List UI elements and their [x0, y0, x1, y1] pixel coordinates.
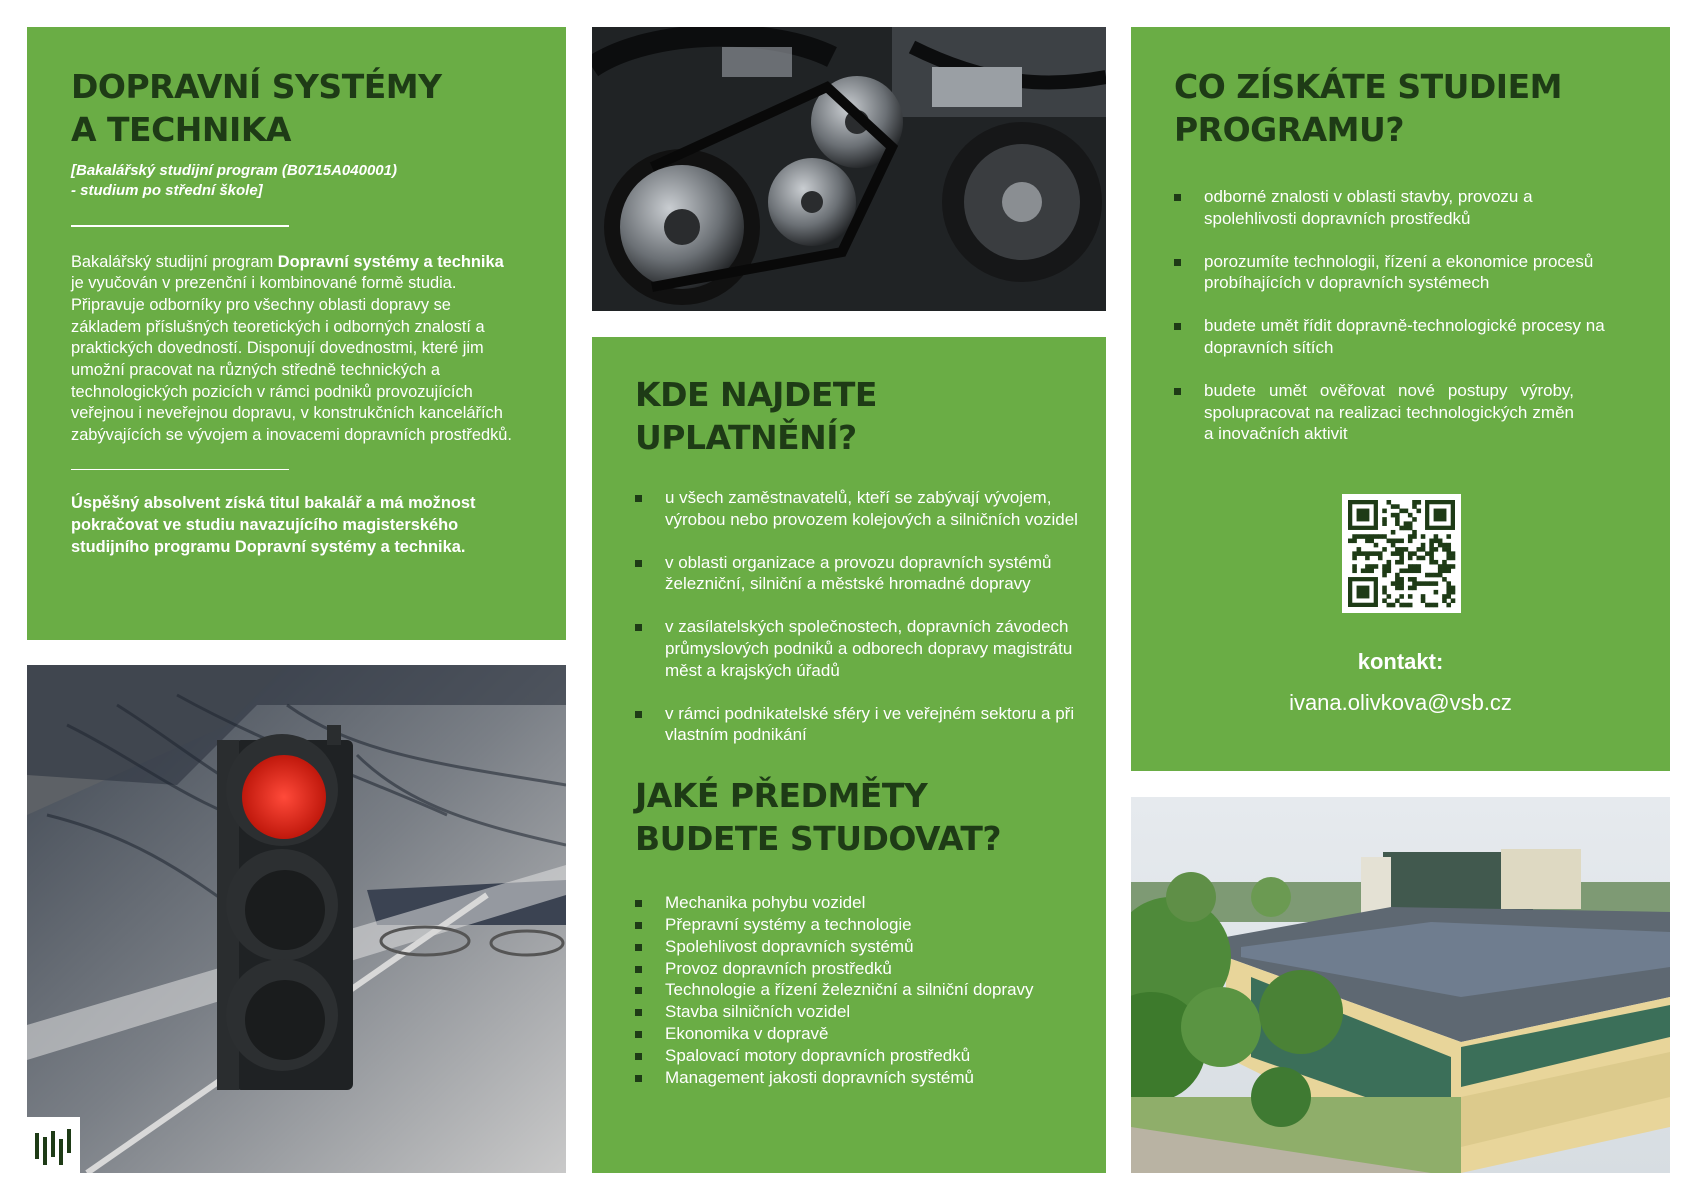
bullet-icon: [635, 495, 642, 502]
graduate-info: Úspěšný absolvent získá titul bakalář a má možnost pokračovat ve studiu navazujícího magisterského studijního programu Dopravní systémy a technika.: [71, 494, 476, 556]
bullet-icon: [1174, 388, 1181, 395]
campus-building-photo: [1131, 797, 1670, 1173]
list-item: Spolehlivost dopravních systémů: [635, 936, 1085, 958]
bullet-icon: [1174, 323, 1181, 330]
list-item: Technologie a řízení železniční a silniční dopravy: [635, 979, 1085, 1001]
vsb-logo-icon: [27, 1117, 80, 1173]
list-item: Provoz dopravních prostředků: [635, 958, 1085, 980]
campus-illustration: [1131, 797, 1670, 1173]
bullet-icon: [635, 560, 642, 567]
subjects-list: [635, 892, 1085, 1088]
list-item: v rámci podnikatelské sféry i ve veřejném sektoru a při vlastním podnikání: [635, 703, 1085, 747]
program-description: Bakalářský studijní program Dopravní systémy a technika je vyučován v prezenční i kombinované formě studia. Připravuje odborníky pro všechny oblasti dopravy se základem příslušných teoretických i odborných znalostí a praktických dovedností. Disponují dovednostmi, které jim umožní pracovat na různých středně technických a technologických pozicích v rámci podniků provozujících veřejnou i neveřejnou dopravu, v konstrukčních kancelářích zabývajících se vývojem a inovacemi dopravních prostředků.: [71, 252, 512, 445]
qr-code-icon: [1342, 494, 1461, 613]
qr-code[interactable]: [1342, 494, 1461, 613]
list-item: v zasílatelských společnostech, dopravních závodech průmyslových podniků a odborech dopravy magistrátu měst a krajských úřadů: [635, 616, 1085, 681]
bullet-icon: [1174, 259, 1181, 266]
bullet-icon: [1174, 194, 1181, 201]
traffic-light-illustration: [27, 665, 566, 1173]
careers-list: [635, 487, 1085, 746]
bullet-icon: [635, 1053, 642, 1060]
bullet-icon: [635, 944, 642, 951]
bullet-icon: [635, 1009, 642, 1016]
list-item: budete umět ověřovat nové postupy výroby, spolupracovat na realizaci technologických změn a inovačních aktivit: [1174, 380, 1574, 445]
program-subtitle: [Bakalářský studijní program (B0715A040001) - studium po střední škole]: [71, 162, 397, 199]
list-item: porozumíte technologii, řízení a ekonomice procesů probíhajících v dopravních systémech: [1174, 251, 1614, 295]
divider: [71, 469, 289, 471]
bullet-icon: [635, 922, 642, 929]
bullet-icon: [635, 987, 642, 994]
benefits-list: [1174, 186, 1614, 445]
benefits-panel: [1131, 27, 1670, 771]
contact-label: kontakt:: [1357, 649, 1444, 674]
engine-illustration: [592, 27, 1106, 311]
bullet-icon: [635, 966, 642, 973]
list-item: v oblasti organizace a provozu dopravních systémů železniční, silniční a městské hromadné dopravy: [635, 552, 1085, 596]
list-item: u všech zaměstnavatelů, kteří se zabývají vývojem, výrobou nebo provozem kolejových a silničních vozidel: [635, 487, 1085, 531]
list-item: Přepravní systémy a technologie: [635, 914, 1085, 936]
intro-panel: [27, 27, 566, 640]
list-item: Mechanika pohybu vozidel: [635, 892, 1085, 914]
list-item: Stavba silničních vozidel: [635, 1001, 1085, 1023]
list-item: budete umět řídit dopravně-technologické procesy na dopravních sítích: [1174, 315, 1614, 359]
program-title: DOPRAVNÍ SYSTÉMY A TECHNIKA: [71, 67, 442, 149]
university-logo: [27, 1117, 80, 1173]
list-item: Management jakosti dopravních systémů: [635, 1067, 1085, 1089]
divider: [71, 225, 289, 227]
benefits-title: CO ZÍSKÁTE STUDIEM PROGRAMU?: [1174, 67, 1562, 149]
list-item: Ekonomika v dopravě: [635, 1023, 1085, 1045]
traffic-light-photo: [27, 665, 566, 1173]
bullet-icon: [635, 711, 642, 718]
bullet-icon: [635, 624, 642, 631]
list-item: odborné znalosti v oblasti stavby, provozu a spolehlivosti dopravních prostředků: [1174, 186, 1614, 230]
careers-subjects-panel: [592, 337, 1106, 1173]
careers-title: KDE NAJDETE UPLATNĚNÍ?: [635, 375, 877, 457]
list-item: Spalovací motory dopravních prostředků: [635, 1045, 1085, 1067]
subjects-title: JAKÉ PŘEDMĚTY BUDETE STUDOVAT?: [635, 776, 1001, 859]
bullet-icon: [635, 1075, 642, 1082]
bullet-icon: [635, 1031, 642, 1038]
contact-email[interactable]: ivana.olivkova@vsb.cz: [1289, 690, 1512, 715]
engine-photo: [592, 27, 1106, 311]
bullet-icon: [635, 900, 642, 907]
